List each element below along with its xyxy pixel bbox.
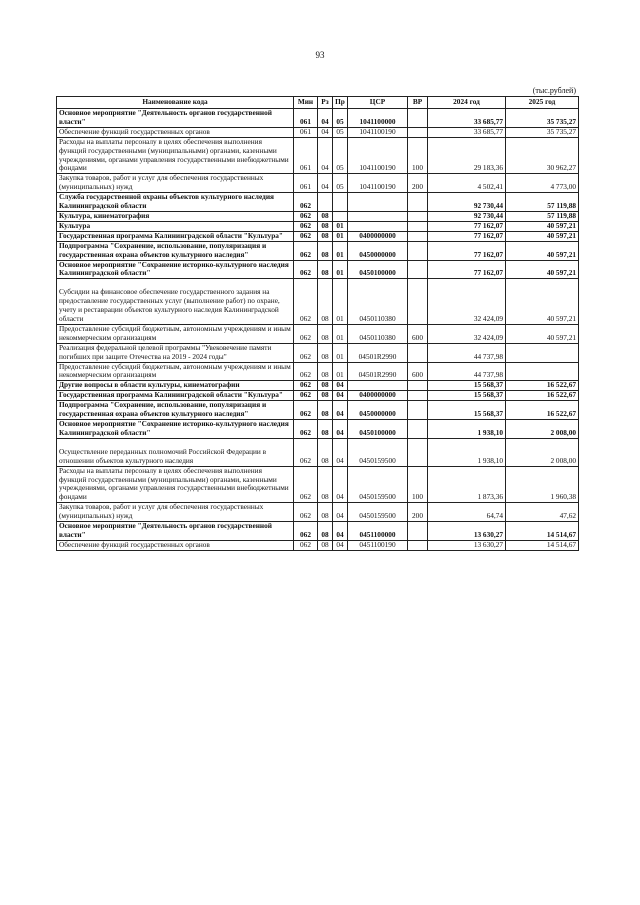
row-pr: 04 bbox=[333, 522, 348, 541]
row-rz: 08 bbox=[318, 466, 333, 503]
header-csr: ЦСР bbox=[348, 97, 408, 109]
row-2025: 40 597,21 bbox=[506, 221, 579, 231]
row-name: Осуществление переданных полномочий Российской Федерации в отношении объектов культурного наследия bbox=[57, 438, 294, 466]
table-row bbox=[57, 174, 579, 193]
row-csr: 0450100000 bbox=[348, 260, 408, 279]
row-2025: 40 597,21 bbox=[506, 241, 579, 260]
row-vr: 200 bbox=[408, 174, 428, 193]
row-vr bbox=[408, 438, 428, 466]
row-pr: 04 bbox=[333, 391, 348, 401]
row-pr: 05 bbox=[333, 137, 348, 174]
table-row bbox=[57, 324, 579, 343]
row-vr: 200 bbox=[408, 503, 428, 522]
row-2024: 92 730,44 bbox=[428, 193, 506, 212]
table-row bbox=[57, 362, 579, 381]
row-2024: 44 737,98 bbox=[428, 362, 506, 381]
row-min: 061 bbox=[294, 174, 318, 193]
table-row bbox=[57, 503, 579, 522]
table-row bbox=[57, 109, 579, 128]
row-2024: 77 162,07 bbox=[428, 231, 506, 241]
row-pr: 01 bbox=[333, 362, 348, 381]
row-2024: 1 873,36 bbox=[428, 466, 506, 503]
row-2025: 40 597,21 bbox=[506, 279, 579, 325]
row-vr bbox=[408, 343, 428, 362]
row-csr: 04501R2990 bbox=[348, 362, 408, 381]
row-rz: 08 bbox=[318, 362, 333, 381]
row-min: 062 bbox=[294, 260, 318, 279]
row-2025 bbox=[506, 362, 579, 381]
row-name: Основное мероприятие "Сохранение историко-культурного наследия Калининградской области" bbox=[57, 420, 294, 439]
row-rz: 08 bbox=[318, 381, 333, 391]
row-rz: 08 bbox=[318, 503, 333, 522]
row-2025: 14 514,67 bbox=[506, 540, 579, 550]
row-name: Расходы на выплаты персоналу в целях обеспечения выполнения функций государственными (муниципальными) органами, казенными учреждениями, органами управления государственными внебюджетными фондами bbox=[57, 466, 294, 503]
row-2024: 29 183,36 bbox=[428, 137, 506, 174]
row-pr: 04 bbox=[333, 466, 348, 503]
row-csr: 0450000000 bbox=[348, 401, 408, 420]
row-name: Предоставление субсидий бюджетным, автономным учреждениям и иным некоммерческим организациям bbox=[57, 324, 294, 343]
row-csr: 0400000000 bbox=[348, 391, 408, 401]
row-min: 062 bbox=[294, 381, 318, 391]
row-csr: 0400000000 bbox=[348, 231, 408, 241]
row-pr: 04 bbox=[333, 401, 348, 420]
row-2025: 16 522,67 bbox=[506, 381, 579, 391]
row-min: 062 bbox=[294, 324, 318, 343]
row-2024: 77 162,07 bbox=[428, 221, 506, 231]
row-min: 062 bbox=[294, 231, 318, 241]
row-vr bbox=[408, 221, 428, 231]
row-csr: 0451100190 bbox=[348, 540, 408, 550]
table-row bbox=[57, 343, 579, 362]
row-2025 bbox=[506, 343, 579, 362]
header-rz: Рз bbox=[318, 97, 333, 109]
row-pr: 04 bbox=[333, 420, 348, 439]
row-name: Субсидии на финансовое обеспечение государственного задания на предоставление государственных услуг (выполнение работ) по охране, учету и реставрации объектов культурного наследия Калининградской области bbox=[57, 279, 294, 325]
row-rz: 04 bbox=[318, 137, 333, 174]
row-2025: 14 514,67 bbox=[506, 522, 579, 541]
row-csr: 0450100000 bbox=[348, 420, 408, 439]
row-csr bbox=[348, 221, 408, 231]
row-2024: 15 568,37 bbox=[428, 381, 506, 391]
row-vr bbox=[408, 391, 428, 401]
row-2025: 57 119,88 bbox=[506, 193, 579, 212]
row-csr: 0450110380 bbox=[348, 324, 408, 343]
row-min: 062 bbox=[294, 401, 318, 420]
row-vr: 100 bbox=[408, 137, 428, 174]
row-2025: 4 773,00 bbox=[506, 174, 579, 193]
row-name: Предоставление субсидий бюджетным, автономным учреждениям и иным некоммерческим организациям bbox=[57, 362, 294, 381]
row-vr: 600 bbox=[408, 362, 428, 381]
row-name: Расходы на выплаты персоналу в целях обеспечения выполнения функций государственными (муниципальными) органами, казенными учреждениями, органами управления государственными внебюджетными фондами bbox=[57, 137, 294, 174]
table-row bbox=[57, 241, 579, 260]
row-csr: 1041100000 bbox=[348, 109, 408, 128]
row-2025: 2 008,00 bbox=[506, 438, 579, 466]
row-csr: 0450159500 bbox=[348, 438, 408, 466]
table-row bbox=[57, 522, 579, 541]
header-2025: 2025 год bbox=[506, 97, 579, 109]
row-2025: 57 119,88 bbox=[506, 211, 579, 221]
row-vr bbox=[408, 420, 428, 439]
row-2025: 40 597,21 bbox=[506, 231, 579, 241]
row-csr: 1041100190 bbox=[348, 174, 408, 193]
row-csr: 0451100000 bbox=[348, 522, 408, 541]
row-vr bbox=[408, 193, 428, 212]
row-2025: 35 735,27 bbox=[506, 127, 579, 137]
row-pr: 05 bbox=[333, 109, 348, 128]
row-name: Основное мероприятие "Деятельность органов государственной власти" bbox=[57, 522, 294, 541]
row-2024: 15 568,37 bbox=[428, 401, 506, 420]
row-min: 062 bbox=[294, 279, 318, 325]
row-name: Закупка товаров, работ и услуг для обеспечения государственных (муниципальных) нужд bbox=[57, 503, 294, 522]
row-vr: 100 bbox=[408, 466, 428, 503]
row-name: Подпрограмма "Сохранение, использование, популяризация и государственная охрана объектов культурного наследия" bbox=[57, 401, 294, 420]
row-rz: 08 bbox=[318, 231, 333, 241]
table-row bbox=[57, 221, 579, 231]
table-row bbox=[57, 231, 579, 241]
table-row bbox=[57, 381, 579, 391]
row-csr: 0450000000 bbox=[348, 241, 408, 260]
row-name: Подпрограмма "Сохранение, использование, популяризация и государственная охрана объектов культурного наследия" bbox=[57, 241, 294, 260]
row-vr bbox=[408, 231, 428, 241]
row-name: Закупка товаров, работ и услуг для обеспечения государственных (муниципальных) нужд bbox=[57, 174, 294, 193]
row-vr bbox=[408, 381, 428, 391]
row-rz: 08 bbox=[318, 211, 333, 221]
row-2024: 13 630,27 bbox=[428, 540, 506, 550]
row-min: 062 bbox=[294, 391, 318, 401]
row-name: Реализация федеральной целевой программы "Увековечение памяти погибших при защите Отечества на 2019 - 2024 годы" bbox=[57, 343, 294, 362]
row-min: 062 bbox=[294, 420, 318, 439]
row-name: Государственная программа Калининградской области "Культура" bbox=[57, 231, 294, 241]
table-row bbox=[57, 137, 579, 174]
table-row bbox=[57, 466, 579, 503]
row-2024: 32 424,09 bbox=[428, 324, 506, 343]
row-rz: 08 bbox=[318, 522, 333, 541]
row-2024: 1 938,10 bbox=[428, 420, 506, 439]
table-row bbox=[57, 540, 579, 550]
row-2024: 33 685,77 bbox=[428, 127, 506, 137]
row-pr: 05 bbox=[333, 127, 348, 137]
row-2024: 77 162,07 bbox=[428, 260, 506, 279]
row-pr: 04 bbox=[333, 540, 348, 550]
row-min: 062 bbox=[294, 540, 318, 550]
row-rz: 08 bbox=[318, 324, 333, 343]
row-min: 062 bbox=[294, 211, 318, 221]
row-rz: 08 bbox=[318, 391, 333, 401]
row-min: 061 bbox=[294, 137, 318, 174]
row-2024: 32 424,09 bbox=[428, 279, 506, 325]
row-rz: 08 bbox=[318, 343, 333, 362]
header-row bbox=[57, 97, 579, 109]
row-2024: 15 568,37 bbox=[428, 391, 506, 401]
row-pr bbox=[333, 193, 348, 212]
row-rz: 04 bbox=[318, 109, 333, 128]
row-min: 062 bbox=[294, 221, 318, 231]
row-pr: 05 bbox=[333, 174, 348, 193]
row-pr: 04 bbox=[333, 381, 348, 391]
row-pr: 01 bbox=[333, 241, 348, 260]
row-pr: 01 bbox=[333, 231, 348, 241]
header-min: Мин bbox=[294, 97, 318, 109]
row-2025: 40 597,21 bbox=[506, 260, 579, 279]
row-min: 061 bbox=[294, 109, 318, 128]
table-row bbox=[57, 391, 579, 401]
row-2025: 47,62 bbox=[506, 503, 579, 522]
table-row bbox=[57, 420, 579, 439]
row-min: 062 bbox=[294, 466, 318, 503]
row-vr bbox=[408, 401, 428, 420]
header-2024: 2024 год bbox=[428, 97, 506, 109]
row-rz: 04 bbox=[318, 127, 333, 137]
row-2024: 1 938,10 bbox=[428, 438, 506, 466]
row-2024: 4 502,41 bbox=[428, 174, 506, 193]
row-vr bbox=[408, 241, 428, 260]
row-name: Обеспечение функций государственных органов bbox=[57, 540, 294, 550]
table-body bbox=[57, 109, 579, 551]
row-rz bbox=[318, 193, 333, 212]
row-pr: 04 bbox=[333, 503, 348, 522]
row-pr bbox=[333, 211, 348, 221]
table-row bbox=[57, 193, 579, 212]
row-2025: 30 962,27 bbox=[506, 137, 579, 174]
table-row bbox=[57, 127, 579, 137]
row-name: Обеспечение функций государственных органов bbox=[57, 127, 294, 137]
row-pr: 01 bbox=[333, 343, 348, 362]
row-rz: 08 bbox=[318, 420, 333, 439]
row-rz: 04 bbox=[318, 174, 333, 193]
header-name: Наименование кода bbox=[57, 97, 294, 109]
row-min: 062 bbox=[294, 241, 318, 260]
row-min: 061 bbox=[294, 127, 318, 137]
row-csr: 0450159500 bbox=[348, 503, 408, 522]
row-min: 062 bbox=[294, 343, 318, 362]
row-csr: 04501R2990 bbox=[348, 343, 408, 362]
row-min: 062 bbox=[294, 503, 318, 522]
row-rz: 08 bbox=[318, 438, 333, 466]
row-vr: 600 bbox=[408, 324, 428, 343]
row-vr bbox=[408, 109, 428, 128]
row-name: Основное мероприятие "Сохранение историко-культурного наследия Калининградской области" bbox=[57, 260, 294, 279]
row-vr bbox=[408, 279, 428, 325]
row-rz: 08 bbox=[318, 221, 333, 231]
units-label: (тыс.рублей) bbox=[532, 86, 576, 95]
table-row bbox=[57, 438, 579, 466]
table-row bbox=[57, 260, 579, 279]
row-csr bbox=[348, 193, 408, 212]
row-rz: 08 bbox=[318, 540, 333, 550]
row-min: 062 bbox=[294, 362, 318, 381]
row-2024: 77 162,07 bbox=[428, 241, 506, 260]
row-rz: 08 bbox=[318, 401, 333, 420]
row-name: Другие вопросы в области культуры, кинематографии bbox=[57, 381, 294, 391]
table-header bbox=[57, 97, 579, 109]
row-rz: 08 bbox=[318, 241, 333, 260]
row-name: Служба государственной охраны объектов культурного наследия Калининградской области bbox=[57, 193, 294, 212]
row-pr: 01 bbox=[333, 324, 348, 343]
row-2025: 40 597,21 bbox=[506, 324, 579, 343]
row-2025: 2 008,00 bbox=[506, 420, 579, 439]
row-csr bbox=[348, 381, 408, 391]
row-csr: 0450110380 bbox=[348, 279, 408, 325]
row-2025: 1 960,38 bbox=[506, 466, 579, 503]
row-2025: 16 522,67 bbox=[506, 391, 579, 401]
row-vr bbox=[408, 127, 428, 137]
row-vr bbox=[408, 522, 428, 541]
row-min: 062 bbox=[294, 438, 318, 466]
row-name: Государственная программа Калининградской области "Культура" bbox=[57, 391, 294, 401]
row-csr bbox=[348, 211, 408, 221]
row-min: 062 bbox=[294, 193, 318, 212]
header-pr: Пр bbox=[333, 97, 348, 109]
row-pr: 01 bbox=[333, 260, 348, 279]
header-vr: ВР bbox=[408, 97, 428, 109]
row-vr bbox=[408, 540, 428, 550]
row-2024: 33 685,77 bbox=[428, 109, 506, 128]
row-name: Культура bbox=[57, 221, 294, 231]
row-pr: 01 bbox=[333, 221, 348, 231]
row-name: Культура, кинематография bbox=[57, 211, 294, 221]
row-pr: 01 bbox=[333, 279, 348, 325]
row-vr bbox=[408, 211, 428, 221]
page-number: 93 bbox=[315, 50, 325, 60]
row-vr bbox=[408, 260, 428, 279]
row-rz: 08 bbox=[318, 279, 333, 325]
row-2024: 44 737,98 bbox=[428, 343, 506, 362]
row-name: Основное мероприятие "Деятельность органов государственной власти" bbox=[57, 109, 294, 128]
row-csr: 1041100190 bbox=[348, 127, 408, 137]
row-csr: 0450159500 bbox=[348, 466, 408, 503]
row-2025: 16 522,67 bbox=[506, 401, 579, 420]
row-2024: 13 630,27 bbox=[428, 522, 506, 541]
row-2025: 35 735,27 bbox=[506, 109, 579, 128]
table-row bbox=[57, 401, 579, 420]
table-row bbox=[57, 211, 579, 221]
row-csr: 1041100190 bbox=[348, 137, 408, 174]
row-pr: 04 bbox=[333, 438, 348, 466]
budget-table bbox=[56, 96, 579, 551]
row-rz: 08 bbox=[318, 260, 333, 279]
row-2024: 92 730,44 bbox=[428, 211, 506, 221]
row-2024: 64,74 bbox=[428, 503, 506, 522]
row-min: 062 bbox=[294, 522, 318, 541]
table-row bbox=[57, 279, 579, 325]
